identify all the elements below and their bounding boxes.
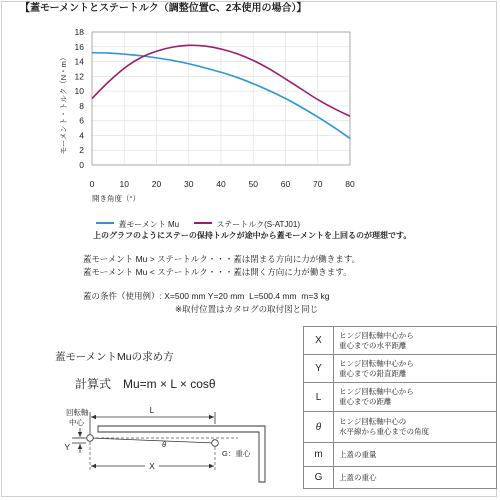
table-desc-line: 重心までの鉛直距離 bbox=[339, 368, 407, 378]
parameter-table bbox=[303, 326, 497, 489]
table-desc-cell bbox=[334, 355, 497, 383]
note-close-direction: 蓋モーメント Mu > ステートルク・・・蓋は閉まる方向に力が働きます。 bbox=[83, 254, 361, 264]
x-label: X bbox=[149, 461, 155, 471]
rotation-center-label-line2: 中心 bbox=[69, 418, 84, 427]
y-tick-label: 14 bbox=[74, 56, 84, 67]
table-symbol-cell: L bbox=[304, 383, 334, 412]
y-tick-label: 4 bbox=[79, 130, 84, 141]
y-tick-label: 6 bbox=[79, 115, 84, 126]
table-desc-cell bbox=[334, 327, 497, 355]
table-desc-line: ヒンジ回転軸中心から bbox=[339, 387, 414, 396]
legend-item-stay-torque bbox=[190, 210, 300, 229]
y-tick-label: 12 bbox=[74, 71, 84, 82]
theta-label: θ bbox=[161, 440, 167, 449]
chart-marks bbox=[75, 27, 355, 189]
legend-label-lid-moment: 蓋モーメント Mu bbox=[118, 219, 180, 229]
legend-swatch-lid-moment bbox=[96, 222, 114, 224]
x-tick-label: 20 bbox=[151, 179, 162, 189]
table-symbol-cell: θ bbox=[304, 412, 334, 443]
line-chart bbox=[0, 0, 400, 205]
note-mounting-position: ※取付位置はカタログの取付図と同じ bbox=[175, 304, 319, 314]
table-symbol-cell: m bbox=[304, 443, 334, 467]
y-tick-label: 18 bbox=[74, 27, 84, 37]
table-symbol-cell: G bbox=[304, 467, 334, 489]
y-tick-label: 0 bbox=[79, 160, 84, 170]
page-title: 【蓋モーメントとステートルク（調整位置C、2本使用の場合）】 bbox=[20, 3, 307, 14]
formula: 計算式 Mu=m × L × cosθ bbox=[75, 377, 216, 391]
table-desc-cell bbox=[334, 383, 497, 412]
x-tick-label: 0 bbox=[89, 179, 95, 189]
table-symbol-cell: Y bbox=[304, 355, 334, 383]
rotation-center-label-line1: 回転軸 bbox=[66, 408, 89, 417]
table-desc-line: 上蓋の重心 bbox=[339, 472, 377, 482]
note-open-direction: 蓋モーメント Mu < ステートルク・・・蓋は開く方向に力が働きます。 bbox=[83, 267, 352, 277]
table-row bbox=[304, 355, 497, 383]
lid-moment-diagram bbox=[40, 400, 280, 495]
table-desc-line: 水平線から重心までの角度 bbox=[339, 427, 429, 436]
table-desc-line: ヒンジ回転軸中心の bbox=[339, 417, 407, 426]
table-desc-cell bbox=[334, 443, 497, 467]
y-tick-label: 10 bbox=[74, 86, 84, 97]
table-row bbox=[304, 443, 497, 467]
y-tick-label: 8 bbox=[79, 100, 84, 111]
x-tick-label: 10 bbox=[119, 179, 129, 189]
table-desc-line: ヒンジ回転軸中心から bbox=[339, 358, 414, 368]
x-tick-label: 70 bbox=[313, 179, 323, 189]
x-tick-label: 80 bbox=[345, 179, 355, 189]
table-symbol-cell: X bbox=[304, 327, 334, 355]
x-tick-label: 60 bbox=[280, 179, 291, 189]
table-row bbox=[304, 467, 497, 489]
table-desc-line: 重心までの距離 bbox=[339, 397, 392, 406]
x-tick-label: 40 bbox=[216, 179, 226, 189]
table-desc-line: 上蓋の重量 bbox=[339, 449, 377, 459]
method-heading: 蓋モーメントMuの求め方 bbox=[55, 351, 174, 363]
y-label: Y bbox=[64, 442, 70, 452]
x-tick-label: 50 bbox=[248, 179, 258, 189]
table-desc-line: 重心までの水平距離 bbox=[339, 340, 407, 350]
note-lid-conditions: 蓋の条件（使用例）: X=500 mm Y=20 mm L=500.4 mm m=3 kg bbox=[83, 291, 330, 301]
table-desc-cell bbox=[334, 467, 497, 489]
y-tick-label: 16 bbox=[74, 41, 84, 52]
center-of-gravity-point bbox=[212, 440, 219, 447]
table-row bbox=[304, 412, 497, 443]
table-row bbox=[304, 383, 497, 412]
legend-item-lid-moment bbox=[92, 210, 179, 229]
table-desc-line: ヒンジ回転軸中心から bbox=[339, 330, 414, 340]
table-desc-cell bbox=[334, 412, 497, 443]
rotation-center-point bbox=[87, 435, 94, 442]
note-ideal: 上のグラフのようにステーの保持トルクが途中から蓋モーメントを上回るのが理想です。 bbox=[93, 231, 412, 240]
center-of-gravity-label: G：重心 bbox=[222, 449, 251, 458]
x-axis-label: 開き角度（°） bbox=[92, 194, 140, 203]
table-row bbox=[304, 327, 497, 355]
x-tick-label: 30 bbox=[184, 179, 194, 189]
y-axis-label: モーメント・トルク（N・m） bbox=[59, 53, 68, 155]
legend-label-stay-torque: ステートルク(S-ATJ01) bbox=[216, 219, 300, 229]
l-label: L bbox=[149, 405, 155, 415]
legend-swatch-stay-torque bbox=[194, 222, 212, 224]
y-tick-label: 2 bbox=[79, 145, 84, 156]
center-to-gravity-line bbox=[90, 438, 215, 443]
